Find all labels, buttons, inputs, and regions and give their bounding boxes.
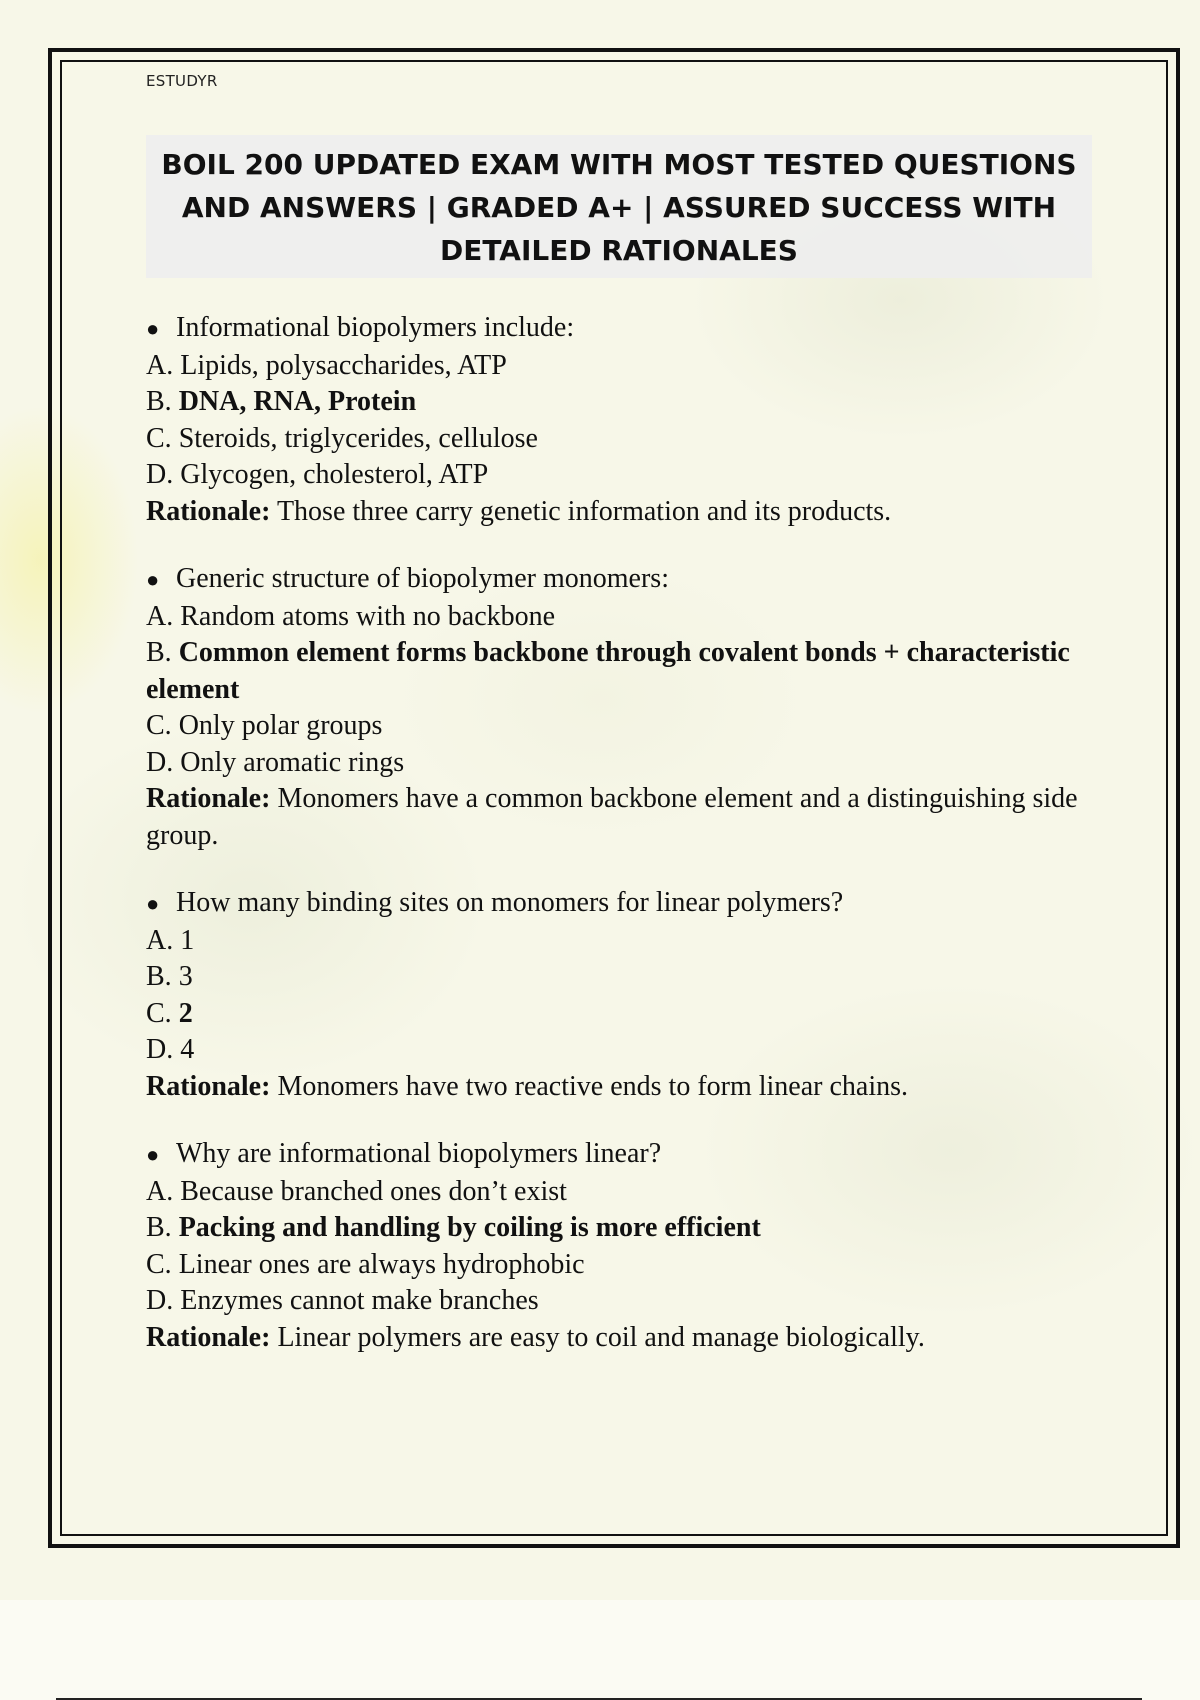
question-stem [146, 1136, 1096, 1174]
rationale-text: Monomers have two reactive ends to form linear chains. [277, 1070, 909, 1102]
bullet-icon: ● [146, 1142, 160, 1167]
question-stem [146, 885, 1096, 923]
answer-option [146, 923, 1096, 960]
question-block [146, 885, 1096, 1105]
answer-option [146, 599, 1096, 636]
bullet-icon: ● [146, 567, 160, 592]
question-text: Informational biopolymers include: [176, 312, 575, 343]
option-text: Only aromatic rings [180, 746, 405, 778]
option-letter: A. [146, 924, 174, 956]
rationale [146, 781, 1096, 854]
option-text: Glycogen, cholesterol, ATP [180, 459, 489, 490]
rationale-label: Rationale: [146, 1321, 271, 1353]
title-line: DETAILED RATIONALES [440, 234, 798, 267]
rationale [146, 494, 1096, 531]
option-letter: D. [146, 1285, 174, 1316]
option-text: Because branched ones don’t exist [180, 1175, 567, 1207]
question-block [146, 310, 1096, 530]
question-text: Generic structure of biopolymer monomers: [176, 563, 669, 594]
bullet-icon: ● [146, 316, 160, 341]
answer-option-correct [146, 1210, 1096, 1247]
answer-option [146, 457, 1096, 494]
rationale [146, 1320, 1096, 1357]
rationale-label: Rationale: [146, 783, 271, 814]
title-line: AND ANSWERS | GRADED A+ | ASSURED SUCCESS WITH [181, 191, 1057, 224]
rationale-label: Rationale: [146, 495, 271, 527]
option-letter: C. [146, 710, 172, 741]
option-letter: B. [146, 1212, 172, 1243]
option-letter: B. [146, 961, 172, 992]
answer-option-correct [146, 384, 1096, 421]
option-letter: D. [146, 459, 174, 490]
option-text: Enzymes cannot make branches [180, 1285, 539, 1316]
option-text: Lipids, polysaccharides, ATP [180, 349, 507, 381]
answer-option-correct [146, 635, 1096, 708]
rationale-text: Linear polymers are easy to coil and manage biologically. [277, 1321, 925, 1353]
option-letter: D. [146, 1034, 174, 1065]
option-text: 2 [178, 997, 193, 1029]
rationale-text: Those three carry genetic information and its products. [276, 495, 892, 527]
option-text: Packing and handling by coiling is more efficient [178, 1212, 761, 1243]
question-text: How many binding sites on monomers for linear polymers? [176, 887, 844, 918]
option-text: DNA, RNA, Protein [178, 386, 417, 417]
option-letter: C. [146, 422, 172, 454]
answer-option [146, 1174, 1096, 1211]
option-text: 1 [180, 924, 195, 956]
option-letter: C. [146, 1248, 172, 1280]
answer-option [146, 1032, 1096, 1069]
option-text: Linear ones are always hydrophobic [178, 1248, 585, 1280]
answer-option [146, 1247, 1096, 1284]
option-text: Common element forms backbone through covalent bonds + characteristic element [146, 637, 1070, 705]
option-letter: A. [146, 600, 174, 632]
option-letter: D. [146, 746, 174, 778]
question-block [146, 1136, 1096, 1356]
rationale-text: Monomers have a common backbone element and a distinguishing side group. [146, 783, 1078, 851]
rationale-label: Rationale: [146, 1070, 271, 1102]
question-block [146, 561, 1096, 854]
document-content [146, 72, 1096, 1387]
question-stem [146, 310, 1096, 348]
option-letter: B. [146, 637, 172, 668]
question-stem [146, 561, 1096, 599]
answer-option-correct [146, 996, 1096, 1033]
rationale [146, 1069, 1096, 1106]
brand-label: ESTUDYR [146, 72, 218, 90]
option-text: 4 [180, 1034, 195, 1065]
bullet-icon: ● [146, 891, 160, 916]
title-line: BOIL 200 UPDATED EXAM WITH MOST TESTED QUESTIONS [161, 148, 1077, 181]
option-text: Steroids, triglycerides, cellulose [178, 422, 538, 454]
answer-option [146, 348, 1096, 385]
document-title [146, 135, 1092, 278]
option-letter: A. [146, 1175, 174, 1207]
option-text: Only polar groups [178, 710, 383, 741]
answer-option [146, 745, 1096, 782]
answer-option [146, 959, 1096, 996]
question-text: Why are informational biopolymers linear? [176, 1138, 662, 1169]
option-letter: B. [146, 386, 172, 417]
answer-option [146, 708, 1096, 745]
answer-option [146, 421, 1096, 458]
option-letter: A. [146, 349, 174, 381]
option-text: 3 [178, 961, 193, 992]
option-text: Random atoms with no backbone [180, 600, 556, 632]
answer-option [146, 1283, 1096, 1320]
option-letter: C. [146, 997, 172, 1029]
